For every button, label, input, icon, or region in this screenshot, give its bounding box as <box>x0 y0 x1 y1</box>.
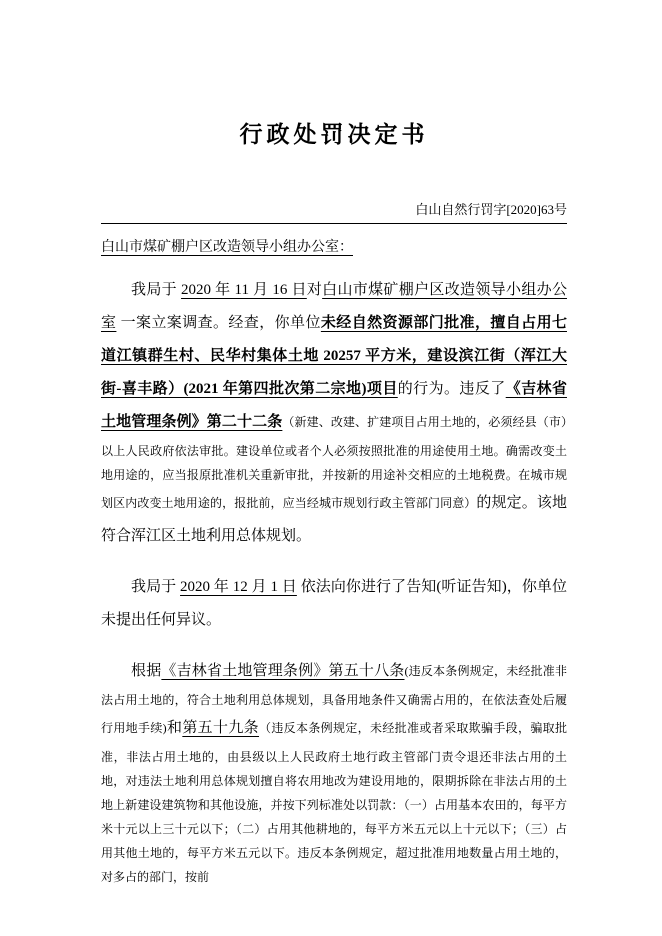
addressee-row <box>101 236 567 256</box>
document-number: 白山自然行罚字[2020]63号 <box>415 202 567 217</box>
text-run: 我局于 <box>131 579 181 595</box>
paragraph <box>101 655 567 889</box>
text-run: 《吉林省土地管理条例》第五十八条 <box>161 663 405 679</box>
text-run: 未经自然资源部门批准，擅自占用七道江镇群生村、民华村集体土地 20257 平方米，建设滨江街（浑江大街-喜丰路）(2021 年第四批次第二宗地)项目 <box>101 315 567 397</box>
text-run: 一案立案调查。经查，你单位 <box>116 315 321 331</box>
text-run: 依法向你进行了告知(听证告知)，你单位未提出任何异议。 <box>101 579 567 628</box>
text-run: 对 <box>306 282 323 298</box>
text-run: 2020 年 11 月 16 日 <box>181 282 307 298</box>
text-run: 根据 <box>131 663 162 679</box>
text-run: 的规定。该地符合浑江区土地利用总体规划。 <box>101 495 567 544</box>
text-run: 的行为。违反了 <box>397 381 506 397</box>
text-run: 《吉林省土地管理条例》第二十二条 <box>101 381 567 430</box>
text-run: 白山市煤矿棚户区改造领导小组办公室 <box>101 282 567 331</box>
text-run: 2020 年 12 月 1 日 <box>180 579 297 595</box>
addressee: 白山市煤矿棚户区改造领导小组办公室： <box>101 240 353 255</box>
text-run: （新建、改建、扩建项目占用土地的，必须经县（市）以上人民政府依法审批。建设单位或者个人必须按照批准的用途使用土地。确需改变土地用途的，应当报原批准机关重新审批，并按新的用途补交相应的土地税费。在城市规划区内改变土地用途的，报批前，应当经城市规划行政主管部门同意） <box>101 415 567 510</box>
document-number-rule <box>101 199 567 224</box>
paragraph <box>101 571 567 637</box>
paragraph <box>101 274 567 553</box>
document-body <box>101 274 567 889</box>
text-run: 第五十九条 <box>182 720 260 736</box>
text-run: (违反本条例规定，未经批准非法占用土地的，符合土地利用总体规划，具备用地条件又确需占用的，在依法查处后履行用地手续) <box>101 664 567 735</box>
text-run: 我局于 <box>131 282 182 298</box>
text-run: （违反本条例规定，未经批准或者采取欺骗手段，骗取批准，非法占用土地的，由县级以上人民政府土地行政主管部门责令退还非法占用的土地，对违法土地利用总体规划擅自将农用地改为建设用地的，限期拆除在非法占用的土地上新建设建筑物和其他设施，并按下列标准处以罚款：（一）占用基本农田的，每平方米十元以上三十元以下；（二）占用其他耕地的，每平方米五元以上十元以下；（三）占用其他土地的，每平方米五元以下。违反本条例规定，超过批准用地数量占用土地的，对多占的部门，按前 <box>101 721 567 884</box>
text-run: 和 <box>166 720 183 736</box>
document-title: 行政处罚决定书 <box>239 122 429 147</box>
